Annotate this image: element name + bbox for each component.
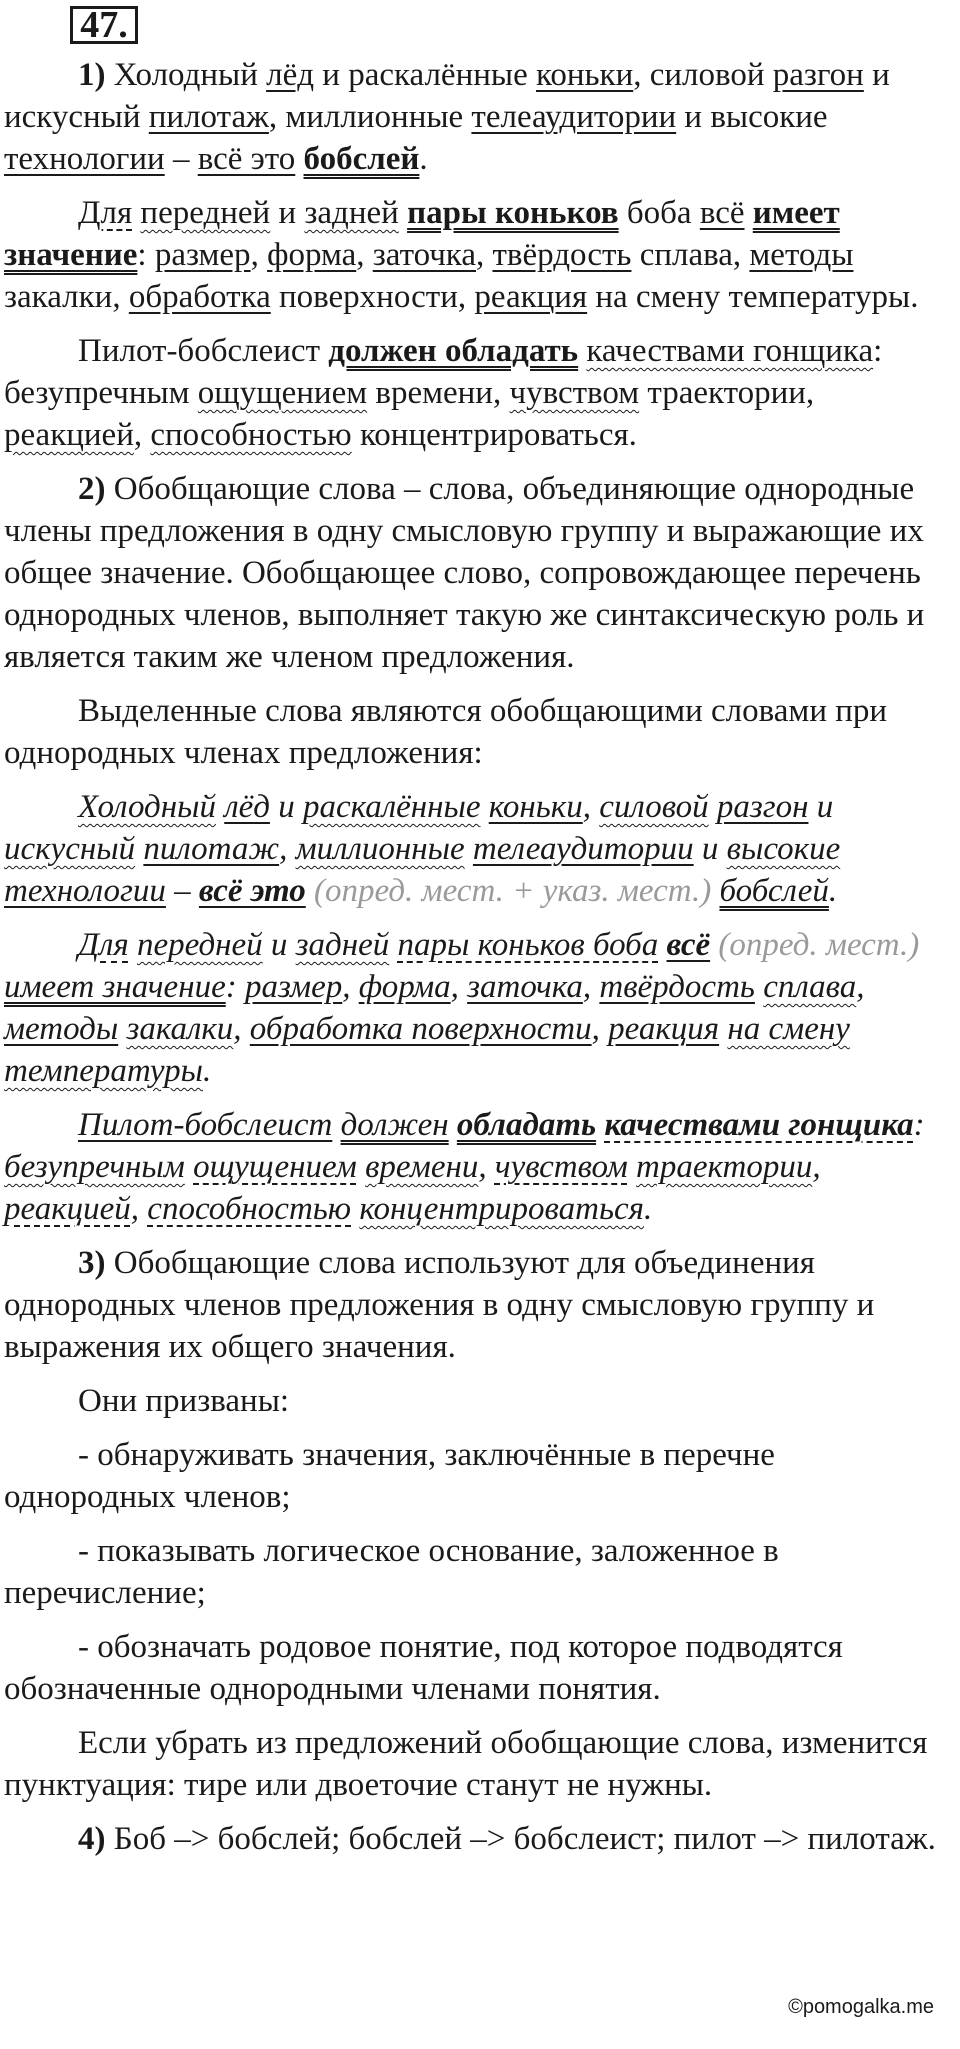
text-run: - показывать логическое основание, заложенное в перечисление; — [4, 1533, 779, 1611]
text-run: заточка — [372, 237, 476, 273]
text-run — [389, 927, 397, 963]
text-run: коньки — [535, 57, 634, 93]
text-run: концентрироваться. — [351, 417, 637, 453]
paragraph — [4, 924, 936, 1092]
text-run: всё — [666, 927, 711, 963]
text-run: реакцией — [4, 1191, 131, 1227]
paragraph — [4, 1434, 936, 1518]
text-run: технологии — [4, 141, 165, 177]
paragraph — [4, 1530, 936, 1614]
text-run: и высокие — [676, 99, 828, 135]
text-run — [216, 789, 224, 825]
text-run: технологии — [4, 873, 166, 909]
text-run — [399, 195, 407, 231]
paragraph — [4, 330, 936, 456]
text-run: телеаудитории — [471, 99, 677, 135]
paragraph — [4, 54, 936, 180]
text-run — [449, 1107, 457, 1143]
text-run: должен — [340, 1107, 449, 1143]
text-run: , — [279, 831, 296, 867]
text-run: разгон — [772, 57, 864, 93]
text-run: передней — [140, 195, 271, 231]
text-run: траектории, — [639, 375, 815, 411]
text-run: обработка — [128, 279, 271, 315]
paragraph — [4, 1104, 936, 1230]
text-run: - обнаруживать значения, заключённые в перечне однородных членов; — [4, 1437, 775, 1515]
text-run: качествами гонщика — [604, 1107, 914, 1143]
text-run: и — [693, 831, 727, 867]
text-run — [628, 1149, 636, 1185]
text-run: имеет значение — [4, 969, 226, 1005]
text-run: имеет значение — [4, 195, 840, 273]
text-run: . — [828, 873, 838, 909]
text-run: методы — [749, 237, 854, 273]
text-run — [295, 141, 303, 177]
text-run: Пилот-бобслеист — [78, 1107, 333, 1143]
text-run: , — [478, 1149, 495, 1185]
text-run: телеаудитории — [472, 831, 694, 867]
text-run: силовой — [599, 789, 709, 825]
paragraph — [4, 1380, 936, 1422]
text-run: - обозначать родовое понятие, под которое подводятся обозначенные однородными членами понятия. — [4, 1629, 843, 1707]
text-run: (опред. мест. + указ. мест.) — [305, 873, 712, 909]
text-run: твёрдость — [599, 969, 755, 1005]
text-run: траектории — [636, 1149, 813, 1185]
text-run: способностью — [150, 417, 352, 453]
text-run: качествами гонщика — [586, 333, 874, 369]
text-run: , — [591, 1011, 609, 1047]
text-run: и — [262, 927, 296, 963]
text-run — [465, 831, 473, 867]
text-run: пилотаж — [143, 831, 280, 867]
text-run: : — [913, 1107, 925, 1143]
text-run: лёд — [224, 789, 270, 825]
paragraph — [4, 468, 936, 678]
text-run: форма — [358, 969, 451, 1005]
text-run: 3) — [78, 1245, 106, 1281]
paragraph — [4, 1722, 936, 1806]
text-run: пары коньков — [407, 195, 619, 231]
text-run: чувством — [494, 1149, 628, 1185]
text-run — [185, 1149, 193, 1185]
text-run: должен обладать — [328, 333, 579, 369]
text-run: на смену температуры — [4, 1011, 850, 1089]
text-run: лёд — [266, 57, 315, 93]
text-run: бобслей — [719, 873, 829, 909]
exercise-answer-text — [4, 54, 936, 1872]
text-run: , миллионные — [268, 99, 472, 135]
text-run: разгон — [716, 789, 809, 825]
paragraph — [4, 786, 936, 912]
text-run: размер — [244, 969, 343, 1005]
text-run: – — [164, 141, 198, 177]
text-run: Обобщающие слова используют для объединения однородных членов предложения в одну смысловую группу и выражения их общего значения. — [4, 1245, 875, 1365]
text-run: времени — [365, 1149, 479, 1185]
paragraph — [4, 690, 936, 774]
text-run: передней — [136, 927, 263, 963]
text-run: Для — [78, 927, 129, 963]
text-run: ощущением — [197, 375, 368, 411]
paragraph — [4, 1818, 936, 1860]
text-run: , силовой — [633, 57, 773, 93]
text-run: твёрдость — [492, 237, 632, 273]
text-run: : — [137, 237, 155, 273]
text-run: , — [812, 1149, 821, 1185]
text-run: всё это — [198, 873, 306, 909]
text-run: на смену температуры. — [587, 279, 919, 315]
text-run: обладать — [456, 1107, 597, 1143]
text-run — [357, 1149, 365, 1185]
text-run — [129, 927, 137, 963]
text-run: размер — [154, 237, 251, 273]
text-run: Если убрать из предложений обобщающие слова, изменится пунктуация: тире или двоеточие станут не нужны. — [4, 1725, 928, 1803]
text-run: пары коньков боба — [397, 927, 659, 963]
text-run: высокие — [726, 831, 841, 867]
text-run: коньки — [488, 789, 583, 825]
text-run: , — [476, 237, 493, 273]
text-run: , — [856, 969, 865, 1005]
text-run: сплава — [763, 969, 857, 1005]
text-run — [755, 969, 763, 1005]
text-run: 1) — [78, 57, 106, 93]
text-run — [332, 1107, 340, 1143]
text-run: Выделенные слова являются обобщающими словами при однородных членах предложения: — [4, 693, 888, 771]
text-run: , — [130, 1191, 148, 1227]
text-run: способностью — [147, 1191, 352, 1227]
text-run: поверхности, — [270, 279, 475, 315]
text-run: сплава, — [631, 237, 750, 273]
paragraph — [4, 1626, 936, 1710]
text-run: боба — [618, 195, 700, 231]
text-run: всё это — [197, 141, 296, 177]
text-run: и — [269, 789, 303, 825]
text-run — [745, 195, 753, 231]
text-run: Для — [78, 195, 133, 231]
text-run: , — [582, 789, 600, 825]
text-run: закалки — [126, 1011, 234, 1047]
text-run: и — [808, 789, 834, 825]
text-run: задней — [295, 927, 390, 963]
text-run: ощущением — [193, 1149, 357, 1185]
text-run: : — [225, 969, 245, 1005]
text-run: чувством — [509, 375, 640, 411]
text-run: и раскалённые — [314, 57, 536, 93]
text-run: пилотаж — [148, 99, 269, 135]
text-run: 4) — [78, 1821, 106, 1857]
text-run: . — [202, 1053, 212, 1089]
text-run: закалки, — [4, 279, 129, 315]
site-watermark: ©pomogalka.me — [788, 1996, 934, 2018]
text-run: , — [342, 969, 359, 1005]
text-run: Холодный — [78, 789, 216, 825]
paragraph — [4, 192, 936, 318]
text-run: задней — [304, 195, 399, 231]
text-run: и — [270, 195, 305, 231]
text-run: обработка поверхности — [249, 1011, 592, 1047]
paragraph — [4, 1242, 936, 1368]
text-run: (опред. мест.) — [710, 927, 920, 963]
text-run: Обобщающие слова – слова, объединяющие однородные члены предложения в одну смысловую группу и выражающие их общее значение. Обобщающее слово, сопровождающее перечень однородных членов, выполняет такую же синтаксическую роль и является таким же членом предложения. — [4, 471, 925, 675]
text-run: . — [419, 141, 428, 177]
text-run — [709, 789, 717, 825]
text-run: – — [165, 873, 199, 909]
exercise-number: 47. — [70, 6, 138, 44]
text-run: , — [250, 237, 268, 273]
text-run: концентрироваться — [359, 1191, 644, 1227]
text-run: Холодный — [105, 57, 267, 93]
text-run: методы — [4, 1011, 119, 1047]
text-run: заточка — [467, 969, 583, 1005]
text-run: , — [356, 237, 373, 273]
text-run — [480, 789, 488, 825]
text-run: безупречным — [4, 1149, 185, 1185]
text-run: Пилот-бобслеист — [78, 333, 329, 369]
text-run: и искусный — [4, 57, 890, 135]
text-run: : безупречным — [4, 333, 883, 411]
text-run: , — [582, 969, 600, 1005]
text-run: Они призваны: — [78, 1383, 290, 1419]
text-run: 2) — [78, 471, 106, 507]
text-run: времени, — [367, 375, 510, 411]
text-run: раскалённые — [302, 789, 481, 825]
text-run: искусный — [4, 831, 136, 867]
text-run: , — [233, 1011, 250, 1047]
text-run: форма — [267, 237, 357, 273]
text-run: , — [133, 417, 151, 453]
text-run: . — [644, 1191, 653, 1227]
text-run: бобслей — [303, 141, 420, 177]
text-run: реакция — [608, 1011, 720, 1047]
text-run: Боб –> бобслей; бобслей –> бобслеист; пилот –> пилотаж. — [105, 1821, 936, 1857]
text-run: всё — [699, 195, 745, 231]
text-run — [658, 927, 666, 963]
text-run: реакция — [474, 279, 588, 315]
text-run: , — [450, 969, 468, 1005]
text-run: миллионные — [295, 831, 465, 867]
text-run: реакцией — [4, 417, 134, 453]
